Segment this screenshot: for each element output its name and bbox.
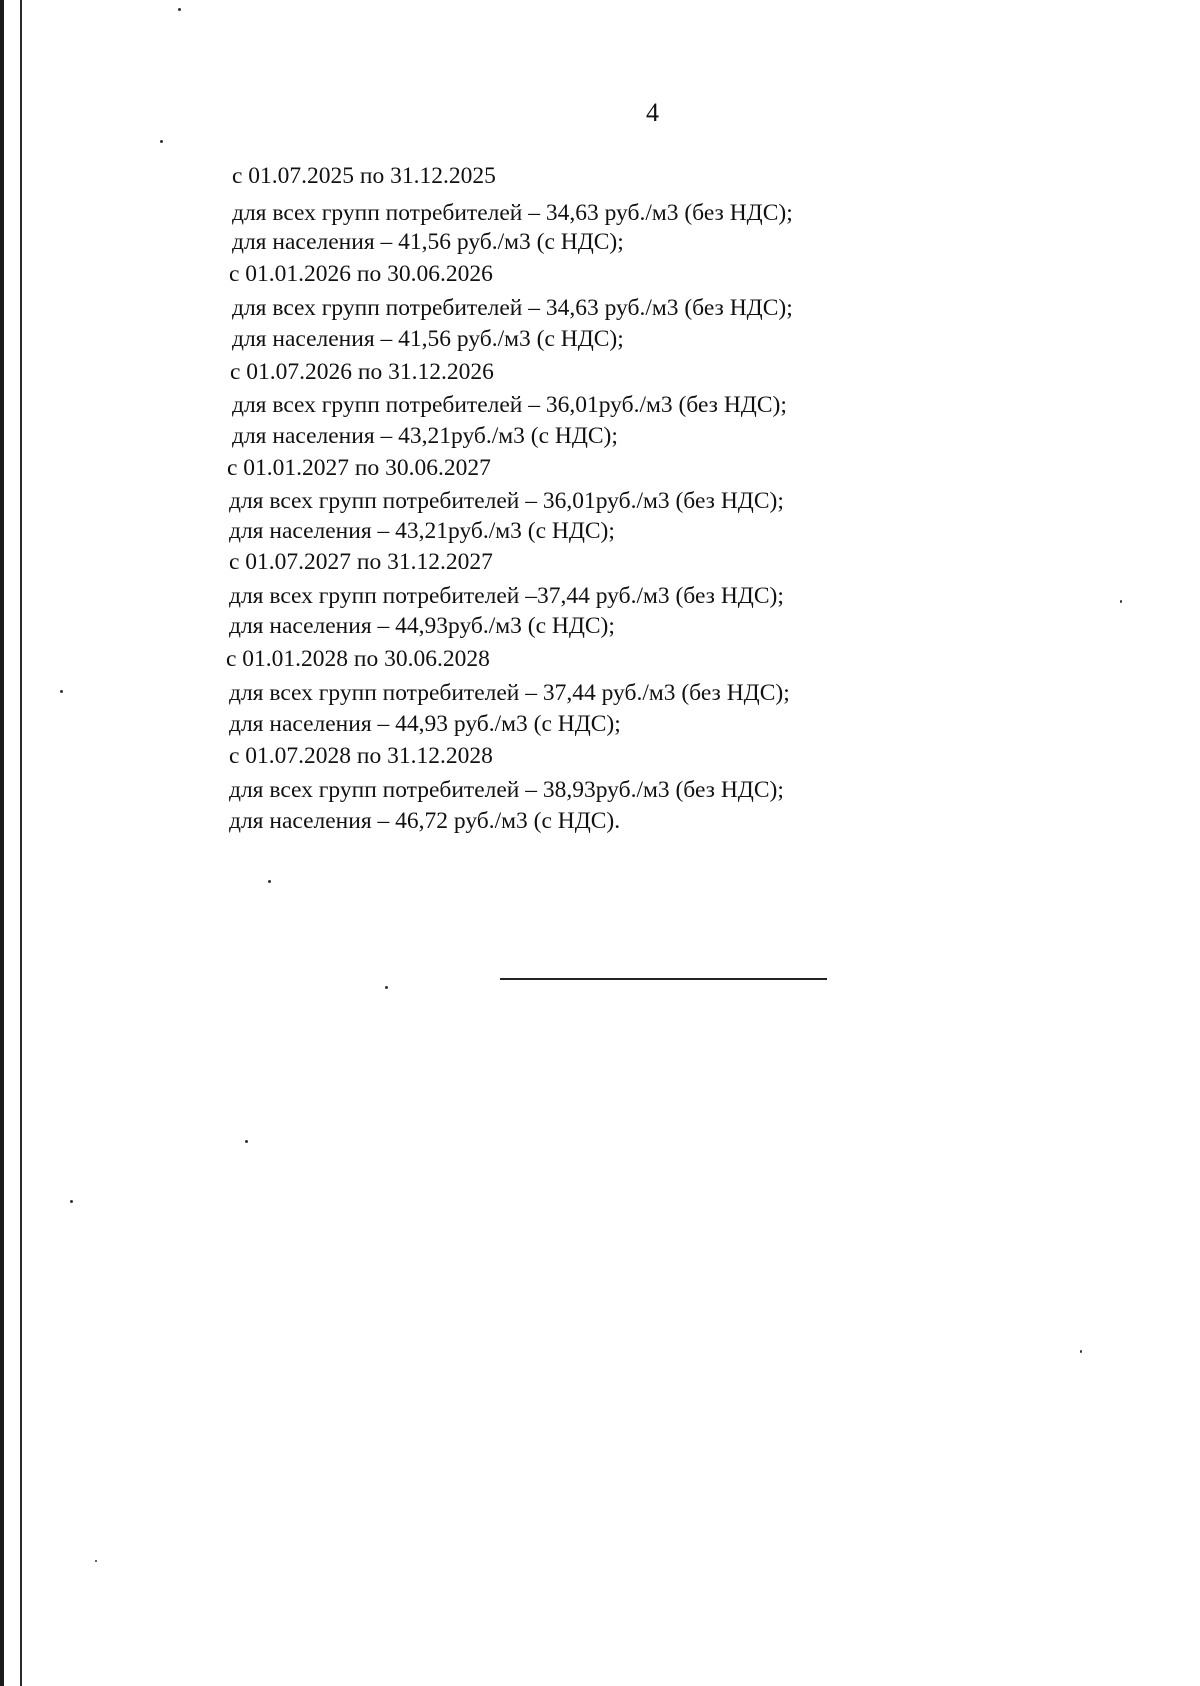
tariff-line: для населения – 41,56 руб./м3 (с НДС); <box>232 229 624 255</box>
tariff-line: для населения – 44,93руб./м3 (с НДС); <box>229 613 615 639</box>
tariff-line: для населения – 41,56 руб./м3 (с НДС); <box>232 326 624 352</box>
scan-speck <box>1120 600 1122 603</box>
period-line: с 01.07.2025 по 31.12.2025 <box>232 163 496 189</box>
period-line: с 01.07.2028 по 31.12.2028 <box>229 743 493 769</box>
period-line: с 01.07.2026 по 31.12.2026 <box>230 359 494 385</box>
scan-speck <box>268 880 271 883</box>
scan-speck <box>245 1140 248 1143</box>
period-line: с 01.01.2028 по 30.06.2028 <box>226 646 490 672</box>
period-line: с 01.01.2027 по 30.06.2027 <box>227 455 491 481</box>
scan-speck <box>60 690 63 693</box>
tariff-line: для всех групп потребителей –37,44 руб./м3 (без НДС); <box>229 583 784 609</box>
period-line: с 01.07.2027 по 31.12.2027 <box>229 549 493 575</box>
tariff-line: для населения – 46,72 руб./м3 (с НДС). <box>229 808 621 834</box>
period-line: с 01.01.2026 по 30.06.2026 <box>229 261 493 287</box>
tariff-line: для всех групп потребителей – 37,44 руб./м3 (без НДС); <box>229 680 790 706</box>
scan-speck <box>1080 1350 1082 1353</box>
tariff-line: для населения – 43,21руб./м3 (с НДС); <box>229 518 615 544</box>
scan-speck <box>385 986 388 989</box>
scan-border-inner <box>20 0 22 1686</box>
tariff-line: для населения – 44,93 руб./м3 (с НДС); <box>229 711 621 737</box>
tariff-line: для всех групп потребителей – 36,01руб./м3 (без НДС); <box>232 392 787 418</box>
scan-speck <box>178 8 181 11</box>
scan-speck <box>95 1560 97 1562</box>
scan-speck <box>160 140 163 143</box>
scan-border <box>0 0 4 1686</box>
tariff-line: для всех групп потребителей – 34,63 руб./м3 (без НДС); <box>232 295 793 321</box>
closing-rule <box>500 978 827 980</box>
tariff-line: для всех групп потребителей – 36,01руб./м3 (без НДС); <box>229 488 784 514</box>
scan-speck <box>70 1200 73 1203</box>
tariff-line: для населения – 43,21руб./м3 (с НДС); <box>232 423 618 449</box>
page-number: 4 <box>646 98 659 127</box>
tariff-line: для всех групп потребителей – 34,63 руб./м3 (без НДС); <box>232 200 793 226</box>
tariff-line: для всех групп потребителей – 38,93руб./м3 (без НДС); <box>229 777 784 803</box>
